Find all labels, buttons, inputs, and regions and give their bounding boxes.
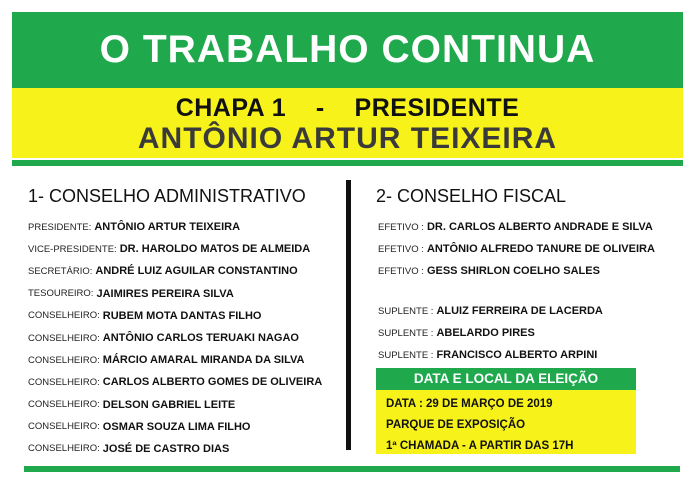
- election-time: 1ª CHAMADA - A PARTIR DAS 17H: [386, 440, 574, 452]
- top-divider: [12, 160, 683, 166]
- role-label: CONSELHEIRO:: [28, 354, 100, 366]
- conselho-fiscal: [372, 186, 672, 366]
- election-info-box: [376, 368, 636, 454]
- role-label: CONSELHEIRO:: [28, 310, 100, 322]
- role-label: CONSELHEIRO:: [28, 376, 100, 388]
- role-label: CONSELHEIRO:: [28, 332, 100, 344]
- list-item: [378, 322, 672, 344]
- section-title-administrativo: 1- CONSELHO ADMINISTRATIVO: [28, 186, 306, 206]
- list-item: [28, 283, 334, 305]
- title-banner: [12, 12, 683, 88]
- election-date: DATA : 29 DE MARÇO DE 2019: [386, 398, 553, 410]
- candidate-name: ANTÔNIO ARTUR TEIXEIRA: [137, 122, 558, 155]
- member-name: DR. HAROLDO MATOS DE ALMEIDA: [119, 243, 311, 256]
- member-name: MÁRCIO AMARAL MIRANDA DA SILVA: [102, 354, 305, 367]
- role-label: EFETIVO :: [378, 221, 424, 233]
- role-label: CONSELHEIRO:: [28, 421, 100, 433]
- column-divider: [346, 180, 351, 450]
- member-name: JAIMIRES PEREIRA SILVA: [96, 287, 234, 300]
- list-item: [28, 238, 334, 260]
- role-label: SUPLENTE :: [378, 327, 434, 339]
- page-title: O TRABALHO CONTINUA: [99, 28, 596, 71]
- bottom-divider: [24, 466, 680, 472]
- list-item: [28, 438, 334, 460]
- election-title: DATA E LOCAL DA ELEIÇÃO: [376, 368, 636, 390]
- list-item: [28, 216, 334, 238]
- member-name: RUBEM MOTA DANTAS FILHO: [102, 309, 262, 322]
- member-name: JOSÉ DE CASTRO DIAS: [102, 442, 230, 455]
- member-name: ABELARDO PIRES: [436, 327, 535, 339]
- list-item: [378, 260, 672, 282]
- role-label: EFETIVO :: [378, 243, 424, 255]
- role-label: SECRETÁRIO:: [28, 265, 93, 277]
- member-name: GESS SHIRLON COELHO SALES: [426, 265, 600, 277]
- member-name: CARLOS ALBERTO GOMES DE OLIVEIRA: [102, 376, 323, 389]
- role-label: TESOUREIRO:: [28, 288, 94, 300]
- member-name: FRANCISCO ALBERTO ARPINI: [436, 349, 598, 361]
- list-item: [378, 216, 672, 238]
- list-item: [378, 300, 672, 322]
- member-name: ANTÔNIO ALFREDO TANURE DE OLIVEIRA: [426, 243, 655, 255]
- chapa-label: CHAPA 1 - PRESIDENTE: [175, 94, 520, 122]
- list-item: [28, 416, 334, 438]
- section-spacer: [372, 282, 672, 300]
- member-name: ANDRÉ LUIZ AGUILAR CONSTANTINO: [95, 265, 298, 278]
- list-item: [28, 305, 334, 327]
- role-label: VICE-PRESIDENTE:: [28, 243, 117, 255]
- list-item: [378, 344, 672, 366]
- role-label: SUPLENTE :: [378, 349, 434, 361]
- role-label: PRESIDENTE:: [28, 221, 92, 233]
- list-item: [28, 327, 334, 349]
- member-name: ALUIZ FERREIRA DE LACERDA: [436, 305, 603, 317]
- member-name: OSMAR SOUZA LIMA FILHO: [102, 420, 251, 433]
- section-title-fiscal: 2- CONSELHO FISCAL: [376, 186, 567, 206]
- election-place: PARQUE DE EXPOSIÇÃO: [386, 419, 526, 431]
- role-label: SUPLENTE :: [378, 305, 434, 317]
- role-label: CONSELHEIRO:: [28, 443, 100, 455]
- member-name: ANTÔNIO ARTUR TEIXEIRA: [94, 221, 241, 234]
- list-item: [28, 371, 334, 393]
- list-item: [28, 260, 334, 282]
- conselho-administrativo: [24, 186, 334, 460]
- candidate-banner: [12, 88, 683, 158]
- member-name: ANTÔNIO CARLOS TERUAKI NAGAO: [102, 332, 299, 345]
- member-name: DELSON GABRIEL LEITE: [102, 398, 236, 411]
- role-label: CONSELHEIRO:: [28, 399, 100, 411]
- member-name: DR. CARLOS ALBERTO ANDRADE E SILVA: [426, 221, 653, 233]
- list-item: [28, 349, 334, 371]
- role-label: EFETIVO :: [378, 265, 424, 277]
- list-item: [28, 394, 334, 416]
- list-item: [378, 238, 672, 260]
